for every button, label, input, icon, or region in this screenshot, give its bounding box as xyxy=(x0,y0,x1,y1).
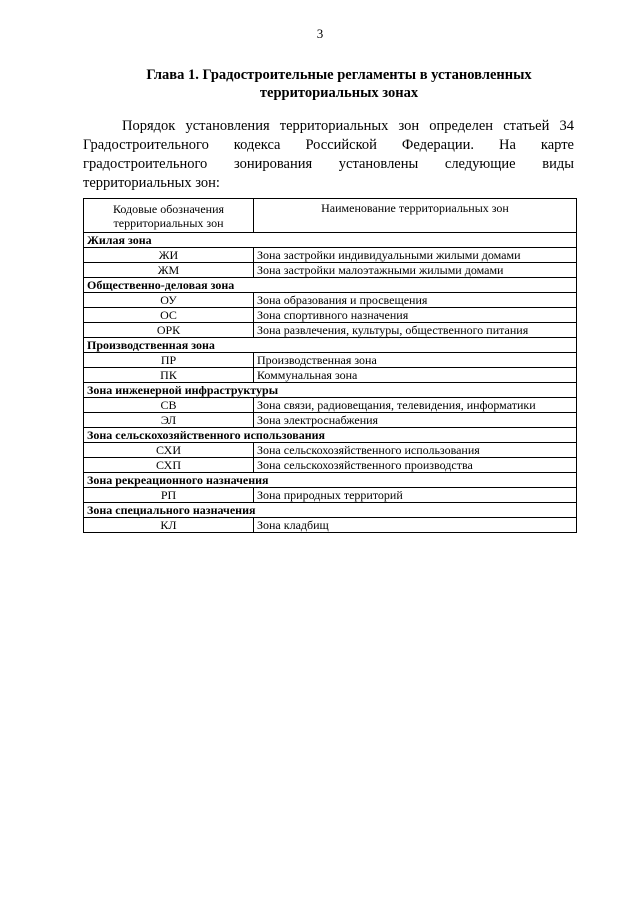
zone-name-cell: Зона спортивного назначения xyxy=(254,308,577,323)
zone-code-cell: ОУ xyxy=(84,293,254,308)
zone-group-title: Зона рекреационного назначения xyxy=(84,473,577,488)
zone-group-title: Жилая зона xyxy=(84,233,577,248)
zone-group-title: Производственная зона xyxy=(84,338,577,353)
table-row xyxy=(84,458,577,473)
zone-group-row xyxy=(84,473,577,488)
intro-paragraph: Порядок установления территориальных зон определен статьей 34 Градостроительного кодекса Российской Федерации. На карте градостроительного зонирования установлены следующие виды территориальных зон: xyxy=(83,118,574,191)
table-row xyxy=(84,518,577,533)
table-body xyxy=(84,233,577,533)
chapter-title: Глава 1. Градостроительные регламенты в установленных территориальных зонах xyxy=(146,67,532,101)
zone-group-title: Зона специального назначения xyxy=(84,503,577,518)
table-row xyxy=(84,488,577,503)
table-row xyxy=(84,368,577,383)
table-row xyxy=(84,413,577,428)
zone-group-title: Зона инженерной инфраструктуры xyxy=(84,383,577,398)
zone-name-cell: Коммунальная зона xyxy=(254,368,577,383)
zone-code-cell: ОС xyxy=(84,308,254,323)
zone-name-cell: Зона кладбищ xyxy=(254,518,577,533)
zone-name-cell: Зона сельскохозяйственного производства xyxy=(254,458,577,473)
zone-group-row xyxy=(84,383,577,398)
table-row xyxy=(84,263,577,278)
zone-group-title: Общественно-деловая зона xyxy=(84,278,577,293)
header-name: Наименование территориальных зон xyxy=(254,199,577,233)
zone-name-cell: Зона связи, радиовещания, телевидения, информатики xyxy=(254,398,577,413)
table-row xyxy=(84,398,577,413)
table-row xyxy=(84,353,577,368)
zone-code-cell: СХИ xyxy=(84,443,254,458)
table-row xyxy=(84,323,577,338)
zone-name-cell: Зона природных территорий xyxy=(254,488,577,503)
zone-code-cell: СХП xyxy=(84,458,254,473)
zone-code-cell: СВ xyxy=(84,398,254,413)
zone-group-row xyxy=(84,233,577,248)
header-code: Кодовые обозначения территориальных зон xyxy=(84,199,254,233)
table-header-row xyxy=(84,199,577,233)
table-row xyxy=(84,248,577,263)
territorial-zones-table xyxy=(83,198,577,533)
zone-code-cell: ОРК xyxy=(84,323,254,338)
table-row xyxy=(84,308,577,323)
zone-code-cell: КЛ xyxy=(84,518,254,533)
zone-group-row xyxy=(84,503,577,518)
zone-group-row xyxy=(84,338,577,353)
zone-group-title: Зона сельскохозяйственного использования xyxy=(84,428,577,443)
zone-name-cell: Зона образования и просвещения xyxy=(254,293,577,308)
zone-group-row xyxy=(84,428,577,443)
zone-name-cell: Зона электроснабжения xyxy=(254,413,577,428)
zone-name-cell: Зона сельскохозяйственного использования xyxy=(254,443,577,458)
page-number: 3 xyxy=(316,26,324,41)
zone-name-cell: Зона застройки малоэтажными жилыми домами xyxy=(254,263,577,278)
zone-code-cell: ЖМ xyxy=(84,263,254,278)
table-row xyxy=(84,293,577,308)
table-row xyxy=(84,443,577,458)
zone-code-cell: ЖИ xyxy=(84,248,254,263)
zone-code-cell: ПК xyxy=(84,368,254,383)
zone-name-cell: Зона застройки индивидуальными жилыми домами xyxy=(254,248,577,263)
zone-name-cell: Зона развлечения, культуры, общественного питания xyxy=(254,323,577,338)
zone-group-row xyxy=(84,278,577,293)
zone-code-cell: ПР xyxy=(84,353,254,368)
zone-name-cell: Производственная зона xyxy=(254,353,577,368)
zone-code-cell: РП xyxy=(84,488,254,503)
zone-code-cell: ЭЛ xyxy=(84,413,254,428)
